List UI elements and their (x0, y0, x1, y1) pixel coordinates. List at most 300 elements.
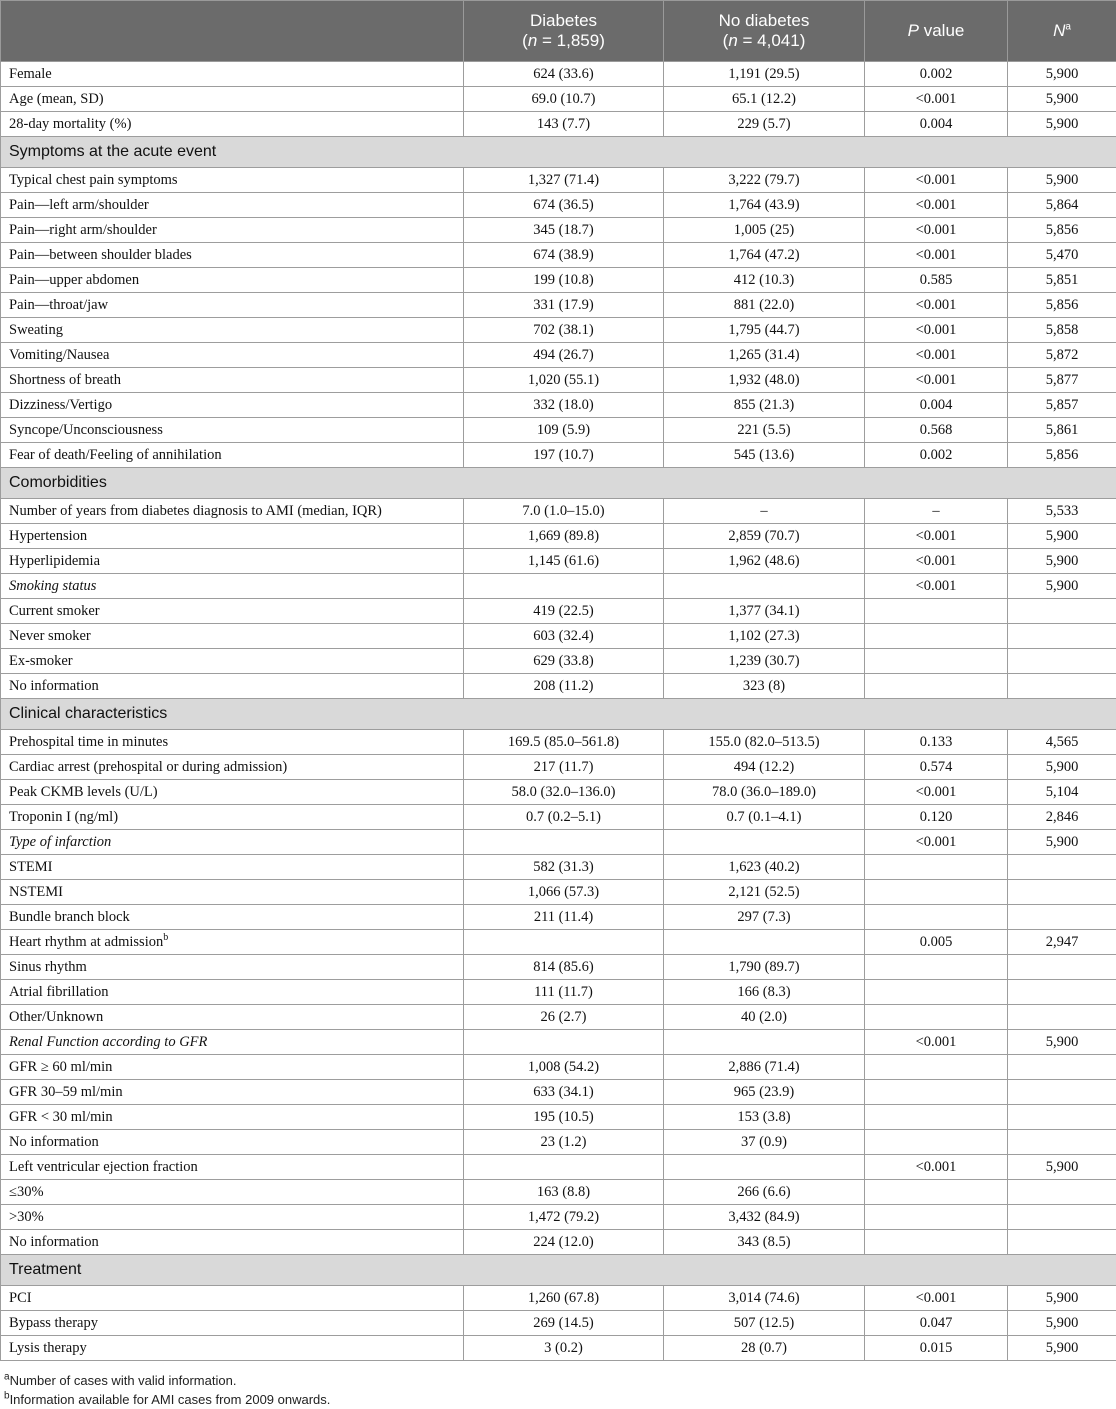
row-label-text: GFR < 30 ml/min (9, 1109, 113, 1125)
table-header (1, 1, 1116, 62)
table-row (1, 830, 1116, 855)
p-value: 0.574 (865, 755, 1008, 780)
diabetes-value: 269 (14.5) (464, 1311, 664, 1336)
footnote (4, 1371, 1116, 1390)
section-header-row (1, 468, 1116, 499)
p-value (865, 624, 1008, 649)
n-value (1008, 980, 1116, 1005)
row-label-text: Pain—upper abdomen (9, 272, 139, 288)
no-diabetes-value (664, 574, 865, 599)
p-value: 0.047 (865, 1311, 1008, 1336)
row-label-text: Sinus rhythm (9, 959, 87, 975)
row-label (1, 880, 464, 905)
row-label (1, 905, 464, 930)
n-value (1008, 880, 1116, 905)
row-label-text: STEMI (9, 859, 53, 875)
table-row (1, 418, 1116, 443)
n-value (1008, 1105, 1116, 1130)
no-diabetes-value: 343 (8.5) (664, 1230, 865, 1255)
no-diabetes-value: 2,886 (71.4) (664, 1055, 865, 1080)
row-label (1, 393, 464, 418)
row-label-text: Syncope/Unconsciousness (9, 422, 163, 438)
n-value (1008, 1205, 1116, 1230)
p-value: <0.001 (865, 1155, 1008, 1180)
row-label (1, 112, 464, 137)
table-row (1, 855, 1116, 880)
footnotes (0, 1371, 1116, 1409)
row-label (1, 268, 464, 293)
row-label (1, 343, 464, 368)
n-value: 5,900 (1008, 1286, 1116, 1311)
row-label (1, 1230, 464, 1255)
row-label (1, 755, 464, 780)
diabetes-value: 7.0 (1.0–15.0) (464, 499, 664, 524)
table-row (1, 293, 1116, 318)
table-row (1, 87, 1116, 112)
table-row (1, 168, 1116, 193)
diabetes-value: 1,066 (57.3) (464, 880, 664, 905)
n-value: 5,858 (1008, 318, 1116, 343)
table-row (1, 905, 1116, 930)
p-value: 0.004 (865, 393, 1008, 418)
p-value: <0.001 (865, 243, 1008, 268)
table-row (1, 443, 1116, 468)
n-value: 2,947 (1008, 930, 1116, 955)
p-value: <0.001 (865, 574, 1008, 599)
n-value: 5,900 (1008, 1336, 1116, 1361)
n-value: 5,533 (1008, 499, 1116, 524)
diabetes-value: 208 (11.2) (464, 674, 664, 699)
diabetes-value: 1,260 (67.8) (464, 1286, 664, 1311)
n-value (1008, 955, 1116, 980)
table-row (1, 930, 1116, 955)
row-label (1, 930, 464, 955)
p-value: 0.005 (865, 930, 1008, 955)
p-value: 0.120 (865, 805, 1008, 830)
section-title: Treatment (1, 1255, 1116, 1286)
row-label-text: Female (9, 66, 52, 82)
n-value: 5,900 (1008, 574, 1116, 599)
no-diabetes-value: 78.0 (36.0–189.0) (664, 780, 865, 805)
p-value: <0.001 (865, 830, 1008, 855)
no-diabetes-value: 3,014 (74.6) (664, 1286, 865, 1311)
diabetes-value: 494 (26.7) (464, 343, 664, 368)
row-label (1, 624, 464, 649)
row-label-text: PCI (9, 1290, 32, 1306)
no-diabetes-value: 965 (23.9) (664, 1080, 865, 1105)
header-no-diabetes-title: No diabetes (668, 11, 860, 31)
n-value: 5,877 (1008, 368, 1116, 393)
table-row (1, 1180, 1116, 1205)
n-value: 5,900 (1008, 524, 1116, 549)
table-row (1, 218, 1116, 243)
table-row (1, 1286, 1116, 1311)
row-label-text: Ex-smoker (9, 653, 73, 669)
row-label (1, 649, 464, 674)
p-value (865, 1080, 1008, 1105)
p-value: 0.133 (865, 730, 1008, 755)
row-label-text: Number of years from diabetes diagnosis to AMI (median, IQR) (9, 503, 382, 519)
row-label (1, 524, 464, 549)
row-label (1, 243, 464, 268)
row-label-text: Never smoker (9, 628, 91, 644)
no-diabetes-value: 412 (10.3) (664, 268, 865, 293)
row-label (1, 368, 464, 393)
table-row (1, 393, 1116, 418)
footnote-text: Information available for AMI cases from 2009 onwards. (10, 1392, 331, 1407)
table-row (1, 1055, 1116, 1080)
no-diabetes-value: 2,859 (70.7) (664, 524, 865, 549)
p-value: <0.001 (865, 193, 1008, 218)
row-label-text: Bypass therapy (9, 1315, 98, 1331)
no-diabetes-value: 40 (2.0) (664, 1005, 865, 1030)
p-value (865, 905, 1008, 930)
diabetes-value: 195 (10.5) (464, 1105, 664, 1130)
row-label-text: Pain—between shoulder blades (9, 247, 192, 263)
row-label-text: No information (9, 678, 99, 694)
section-title: Clinical characteristics (1, 699, 1116, 730)
n-value: 5,872 (1008, 343, 1116, 368)
no-diabetes-value: 494 (12.2) (664, 755, 865, 780)
no-diabetes-value: 1,377 (34.1) (664, 599, 865, 624)
diabetes-value: 109 (5.9) (464, 418, 664, 443)
n-value: 5,900 (1008, 62, 1116, 87)
table-body (1, 62, 1116, 1361)
diabetes-value: 814 (85.6) (464, 955, 664, 980)
row-label-text: Renal Function according to GFR (9, 1034, 207, 1050)
p-value (865, 855, 1008, 880)
no-diabetes-value: 1,102 (27.3) (664, 624, 865, 649)
n-value: 5,900 (1008, 1155, 1116, 1180)
table-row (1, 599, 1116, 624)
n-value: 5,861 (1008, 418, 1116, 443)
header-diabetes-count: (n = 1,859) (468, 31, 659, 51)
n-value: 5,856 (1008, 218, 1116, 243)
no-diabetes-value: 2,121 (52.5) (664, 880, 865, 905)
row-label-text: GFR 30–59 ml/min (9, 1084, 123, 1100)
diabetes-value: 624 (33.6) (464, 62, 664, 87)
p-value (865, 980, 1008, 1005)
n-value (1008, 905, 1116, 930)
n-value (1008, 649, 1116, 674)
row-label (1, 780, 464, 805)
no-diabetes-value: 855 (21.3) (664, 393, 865, 418)
diabetes-value: 702 (38.1) (464, 318, 664, 343)
diabetes-value: 0.7 (0.2–5.1) (464, 805, 664, 830)
no-diabetes-value: 1,764 (43.9) (664, 193, 865, 218)
n-value (1008, 1005, 1116, 1030)
row-label-text: Prehospital time in minutes (9, 734, 168, 750)
table-row (1, 649, 1116, 674)
row-label-text: >30% (9, 1209, 44, 1225)
diabetes-value: 211 (11.4) (464, 905, 664, 930)
row-label-text: Bundle branch block (9, 909, 130, 925)
p-value: 0.002 (865, 62, 1008, 87)
n-value: 5,856 (1008, 443, 1116, 468)
p-value: 0.015 (865, 1336, 1008, 1361)
p-value (865, 1130, 1008, 1155)
row-label-text: Age (mean, SD) (9, 91, 104, 107)
p-value (865, 674, 1008, 699)
row-label (1, 218, 464, 243)
diabetes-value: 224 (12.0) (464, 1230, 664, 1255)
row-label-text: No information (9, 1134, 99, 1150)
row-label (1, 499, 464, 524)
footnote-marker: b (163, 932, 168, 943)
header-row (1, 1, 1116, 62)
row-label-text: NSTEMI (9, 884, 63, 900)
table-row (1, 755, 1116, 780)
no-diabetes-value: 1,191 (29.5) (664, 62, 865, 87)
table-row (1, 674, 1116, 699)
row-label (1, 1180, 464, 1205)
diabetes-value: 674 (36.5) (464, 193, 664, 218)
table-row (1, 1080, 1116, 1105)
row-label (1, 599, 464, 624)
header-diabetes-title: Diabetes (468, 11, 659, 31)
row-label (1, 193, 464, 218)
row-label-text: Pain—right arm/shoulder (9, 222, 157, 238)
p-value: <0.001 (865, 318, 1008, 343)
row-label (1, 293, 464, 318)
table-row (1, 574, 1116, 599)
row-label-text: Hypertension (9, 528, 87, 544)
no-diabetes-value: 1,932 (48.0) (664, 368, 865, 393)
table-row (1, 1105, 1116, 1130)
table-row (1, 730, 1116, 755)
no-diabetes-value: – (664, 499, 865, 524)
no-diabetes-value (664, 830, 865, 855)
row-label (1, 443, 464, 468)
no-diabetes-value (664, 930, 865, 955)
n-value: 5,851 (1008, 268, 1116, 293)
p-value: 0.568 (865, 418, 1008, 443)
diabetes-value: 1,008 (54.2) (464, 1055, 664, 1080)
n-value (1008, 674, 1116, 699)
header-label-column (1, 1, 464, 62)
p-value: <0.001 (865, 343, 1008, 368)
n-value: 5,900 (1008, 1311, 1116, 1336)
diabetes-value: 217 (11.7) (464, 755, 664, 780)
n-value: 2,846 (1008, 805, 1116, 830)
diabetes-value (464, 1155, 664, 1180)
table-row (1, 318, 1116, 343)
p-value (865, 649, 1008, 674)
table-row (1, 112, 1116, 137)
row-label (1, 318, 464, 343)
diabetes-value: 143 (7.7) (464, 112, 664, 137)
table-row (1, 1230, 1116, 1255)
diabetes-value: 3 (0.2) (464, 1336, 664, 1361)
p-value: 0.002 (865, 443, 1008, 468)
no-diabetes-value: 266 (6.6) (664, 1180, 865, 1205)
row-label (1, 1205, 464, 1230)
row-label-text: Smoking status (9, 578, 96, 594)
no-diabetes-value (664, 1155, 865, 1180)
row-label-text: Troponin I (ng/ml) (9, 809, 118, 825)
row-label (1, 168, 464, 193)
p-value: <0.001 (865, 368, 1008, 393)
footnote-text: Number of cases with valid information. (10, 1373, 237, 1388)
no-diabetes-value: 297 (7.3) (664, 905, 865, 930)
diabetes-value: 331 (17.9) (464, 293, 664, 318)
diabetes-value: 332 (18.0) (464, 393, 664, 418)
p-value: <0.001 (865, 168, 1008, 193)
row-label-text: Type of infarction (9, 834, 111, 850)
row-label-text: Atrial fibrillation (9, 984, 108, 1000)
p-value: <0.001 (865, 1030, 1008, 1055)
table-row (1, 62, 1116, 87)
no-diabetes-value: 37 (0.9) (664, 1130, 865, 1155)
footnote (4, 1390, 1116, 1409)
table-row (1, 549, 1116, 574)
p-value: <0.001 (865, 524, 1008, 549)
row-label-text: Fear of death/Feeling of annihilation (9, 447, 222, 463)
n-value: 5,104 (1008, 780, 1116, 805)
n-value: 5,900 (1008, 549, 1116, 574)
row-label-text: No information (9, 1234, 99, 1250)
row-label (1, 1155, 464, 1180)
n-value (1008, 1080, 1116, 1105)
no-diabetes-value: 1,005 (25) (664, 218, 865, 243)
diabetes-value: 1,327 (71.4) (464, 168, 664, 193)
diabetes-value: 345 (18.7) (464, 218, 664, 243)
table-row (1, 1005, 1116, 1030)
row-label-text: Vomiting/Nausea (9, 347, 109, 363)
no-diabetes-value (664, 1030, 865, 1055)
table-row (1, 193, 1116, 218)
row-label (1, 1030, 464, 1055)
row-label (1, 1130, 464, 1155)
table-row (1, 1205, 1116, 1230)
table-row (1, 524, 1116, 549)
row-label-text: Dizziness/Vertigo (9, 397, 112, 413)
no-diabetes-value: 3,432 (84.9) (664, 1205, 865, 1230)
row-label (1, 418, 464, 443)
diabetes-value: 629 (33.8) (464, 649, 664, 674)
p-value (865, 1180, 1008, 1205)
n-value (1008, 1130, 1116, 1155)
p-value (865, 1230, 1008, 1255)
diabetes-value: 1,145 (61.6) (464, 549, 664, 574)
table-row (1, 499, 1116, 524)
n-value (1008, 599, 1116, 624)
table-row (1, 955, 1116, 980)
no-diabetes-value: 28 (0.7) (664, 1336, 865, 1361)
table-row (1, 343, 1116, 368)
table-row (1, 368, 1116, 393)
p-value: 0.004 (865, 112, 1008, 137)
no-diabetes-value: 881 (22.0) (664, 293, 865, 318)
p-value (865, 955, 1008, 980)
diabetes-value (464, 830, 664, 855)
row-label (1, 980, 464, 1005)
p-value: <0.001 (865, 293, 1008, 318)
no-diabetes-value: 3,222 (79.7) (664, 168, 865, 193)
row-label-text: Typical chest pain symptoms (9, 172, 178, 188)
no-diabetes-value: 545 (13.6) (664, 443, 865, 468)
diabetes-value: 633 (34.1) (464, 1080, 664, 1105)
diabetes-value: 111 (11.7) (464, 980, 664, 1005)
footnote-mark: b (4, 1391, 10, 1402)
table-row (1, 880, 1116, 905)
row-label-text: Pain—throat/jaw (9, 297, 108, 313)
row-label (1, 1055, 464, 1080)
row-label (1, 955, 464, 980)
row-label (1, 549, 464, 574)
no-diabetes-value: 166 (8.3) (664, 980, 865, 1005)
row-label (1, 1005, 464, 1030)
n-value: 5,864 (1008, 193, 1116, 218)
header-p-value: P value (865, 1, 1008, 62)
p-value (865, 1055, 1008, 1080)
row-label-text: Other/Unknown (9, 1009, 103, 1025)
diabetes-value (464, 1030, 664, 1055)
p-value (865, 599, 1008, 624)
row-label-text: Lysis therapy (9, 1340, 87, 1356)
diabetes-value: 603 (32.4) (464, 624, 664, 649)
p-value (865, 1205, 1008, 1230)
diabetes-value (464, 930, 664, 955)
diabetes-value: 1,020 (55.1) (464, 368, 664, 393)
table-row (1, 1130, 1116, 1155)
n-value: 5,857 (1008, 393, 1116, 418)
diabetes-value: 419 (22.5) (464, 599, 664, 624)
footnote-mark: a (4, 1372, 10, 1383)
no-diabetes-value: 153 (3.8) (664, 1105, 865, 1130)
no-diabetes-value: 1,962 (48.6) (664, 549, 865, 574)
n-value: 5,900 (1008, 112, 1116, 137)
n-value: 5,900 (1008, 1030, 1116, 1055)
n-value (1008, 624, 1116, 649)
diabetes-value: 674 (38.9) (464, 243, 664, 268)
n-value (1008, 855, 1116, 880)
n-value: 5,900 (1008, 830, 1116, 855)
p-value: <0.001 (865, 780, 1008, 805)
header-no-diabetes (664, 1, 865, 62)
diabetes-value: 26 (2.7) (464, 1005, 664, 1030)
n-value: 5,900 (1008, 87, 1116, 112)
no-diabetes-value: 221 (5.5) (664, 418, 865, 443)
n-value (1008, 1180, 1116, 1205)
row-label-text: Heart rhythm at admission (9, 934, 163, 950)
table-row (1, 1311, 1116, 1336)
diabetes-value: 163 (8.8) (464, 1180, 664, 1205)
p-value: <0.001 (865, 549, 1008, 574)
table-row (1, 268, 1116, 293)
no-diabetes-value: 507 (12.5) (664, 1311, 865, 1336)
p-value: <0.001 (865, 87, 1008, 112)
row-label (1, 855, 464, 880)
diabetes-value (464, 574, 664, 599)
row-label (1, 730, 464, 755)
table-row (1, 1030, 1116, 1055)
row-label-text: Sweating (9, 322, 63, 338)
row-label (1, 1080, 464, 1105)
row-label (1, 87, 464, 112)
row-label-text: Current smoker (9, 603, 100, 619)
no-diabetes-value: 229 (5.7) (664, 112, 865, 137)
no-diabetes-value: 0.7 (0.1–4.1) (664, 805, 865, 830)
row-label-text: 28-day mortality (%) (9, 116, 131, 132)
diabetes-value: 582 (31.3) (464, 855, 664, 880)
row-label (1, 1286, 464, 1311)
diabetes-value: 1,669 (89.8) (464, 524, 664, 549)
section-title: Comorbidities (1, 468, 1116, 499)
n-value: 5,470 (1008, 243, 1116, 268)
row-label (1, 574, 464, 599)
p-value: <0.001 (865, 218, 1008, 243)
